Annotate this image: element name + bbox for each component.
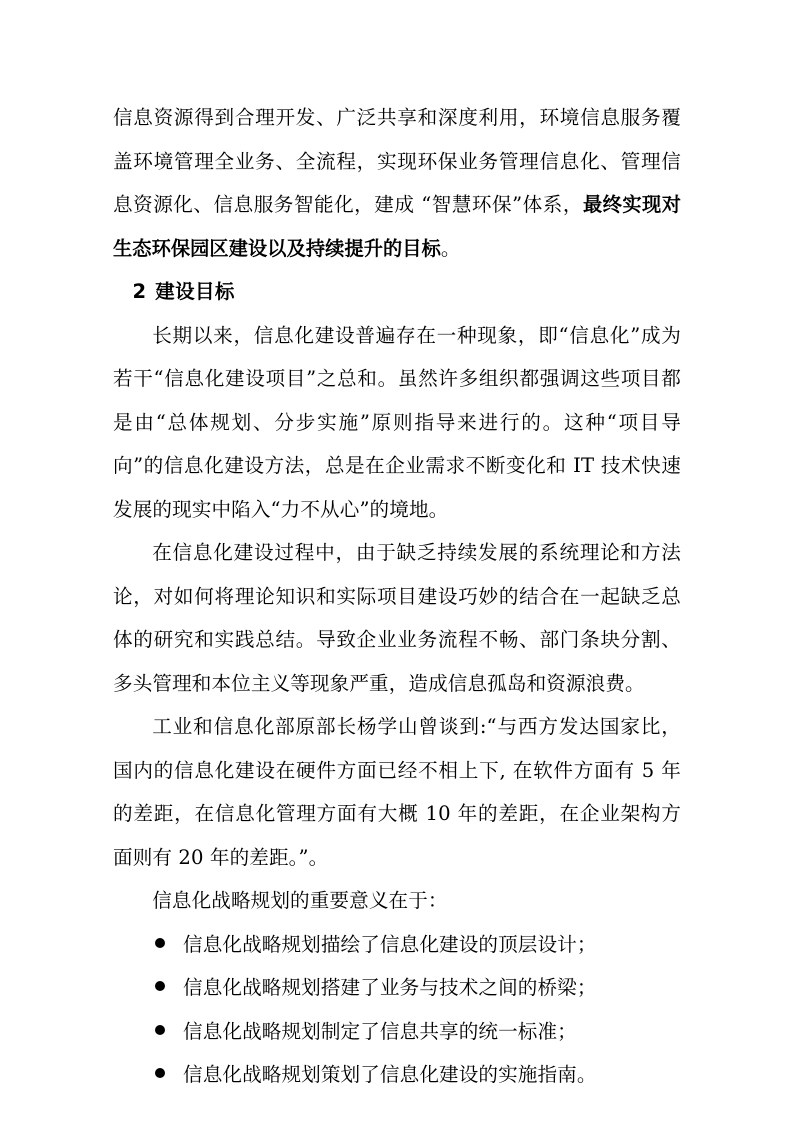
bullet-point-icon — [155, 1010, 167, 1054]
list-item-label: 信息化战略规划策划了信息化建设的实施指南。 — [183, 1063, 597, 1086]
section-heading-number: 2 — [132, 280, 147, 303]
paragraph-body-1: 长期以来，信息化建设普遍存在一种现象，即“信息化”成为若干“信息化建设项目”之总和。虽然许多组织都强调这些项目都是由“总体规划、分步实施”原则指导来进行的。这种“项目导向”的信息化建设方法，总是在企业需求不断变化和 IT 技术快速发展的现实中陷入“力不从心”的境地。 — [113, 323, 681, 521]
bullet-point-icon — [155, 1053, 167, 1097]
bullet-point-icon — [155, 966, 167, 1010]
bullet-point-icon — [155, 923, 167, 967]
paragraph-1-text-normal: 信息资源得到合理开发、广泛共享和深度利用，环境信息服务覆盖环境管理全业务、全流程，实现环保业务管理信息化、管理信息资源化、信息服务智能化，建成 “智慧环保”体系， — [113, 106, 681, 216]
list-item — [113, 1053, 681, 1097]
list-item-label: 信息化战略规划搭建了业务与技术之间的桥梁； — [183, 976, 597, 999]
list-item-label: 信息化战略规划描绘了信息化建设的顶层设计； — [183, 932, 597, 956]
paragraph-1-text-tail: 。 — [440, 236, 461, 260]
section-heading-2 — [113, 270, 681, 314]
paragraph-body-quote: 工业和信息化部原部长杨学山曾谈到:“与西方发达国家比，国内的信息化建设在硬件方面已经不相上下, 在软件方面有 5 年的差距，在信息化管理方面有大概 10 年的差距，在企业架构方面则有 20 年的差距。”。 — [113, 715, 681, 869]
list-item — [113, 1010, 681, 1054]
paragraph-1-text-bold: 最终实现对生态环保园区建设以及持续提升的目标 — [113, 193, 682, 260]
list-item-label: 信息化战略规划制定了信息共享的统一标准； — [183, 1019, 577, 1043]
paragraph-list-intro: 信息化战略规划的重要意义在于： — [152, 889, 448, 912]
page-content-area — [113, 96, 681, 1097]
paragraph-body-2: 在信息化建设过程中，由于缺乏持续发展的系统理论和方法论，对如何将理论知识和实际项目建设巧妙的结合在一起缺乏总体的研究和实践总结。导致企业业务流程不畅、部门条块分割、多头管理和本位主义等现象严重，造成信息孤岛和资源浪费。 — [113, 541, 681, 695]
list-item — [113, 966, 681, 1010]
list-item — [113, 923, 681, 967]
bullet-list — [113, 923, 681, 1097]
section-heading-title: 建设目标 — [155, 280, 235, 303]
paragraph-continuation — [113, 96, 681, 270]
